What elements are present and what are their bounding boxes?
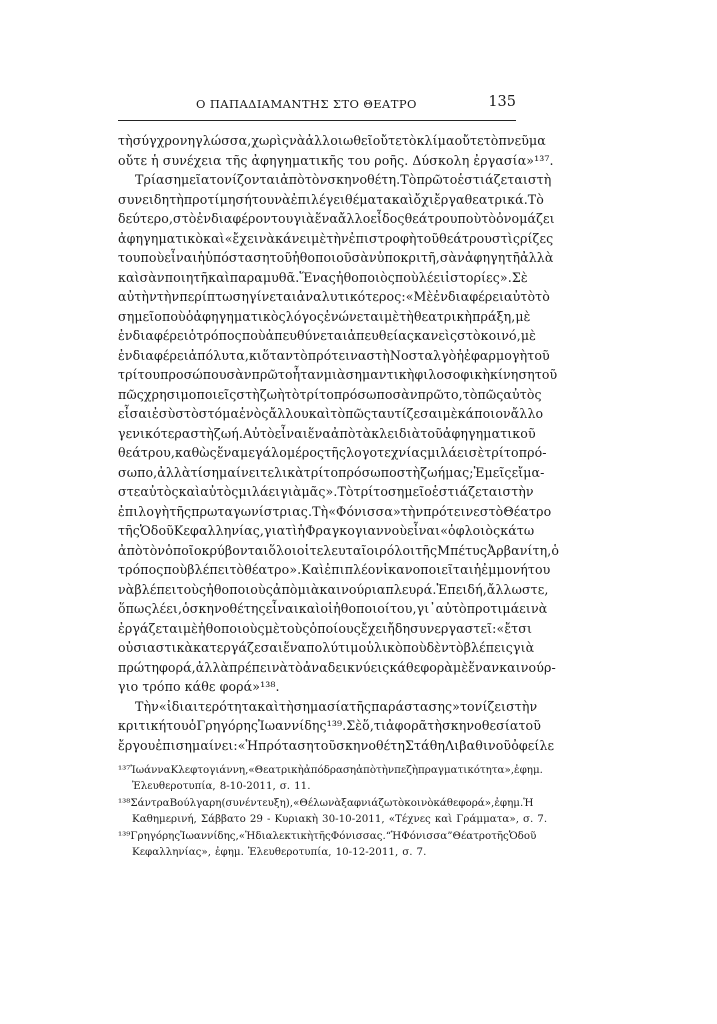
text-line: ἀφηγηματικὸ καὶ «ἔχει νὰ κάνει μὲ τὴν ἐπιστροφὴ τοῦ θεάτρου στὶς ρίζες [118,230,554,246]
running-title: Ο ΠΑΠΑΔΙΑΜΑΝΤΗΣ ΣΤΟ ΘΕΑΤΡΟ [196,97,417,111]
text-line: στε αὐτὸς καὶ αὐτὸς μιλάει γιὰ μᾶς». Τὸ τρίτο σημεῖο ἑστιάζεται στὴν [118,484,534,499]
text-line: Τρία σημεῖα τονίζονται ἀπὸ τὸν σκηνοθέτη. Τὸ πρῶτο ἑστιάζεται στὴ [135,172,552,187]
text-line: ἀπὸ τὸν ὁποῖο κρύβονται ὅλοι οἱ τελευταῖοι ρόλοι τῆς Μπέτυς Ἀρβανίτη, ὁ [118,542,560,558]
text-line: ἐνδιαφέρει ἀπόλυτα, κι ὅταν τὸ πρότεινα στὴ Νοσταλγὸ ἡ ἐφαρμογὴ τοῦ [118,347,550,363]
text-line: ὅπως λέει, ὁ σκηνοθέτης εἶναι καὶ οἱ ἠθοποιοί του, γι᾽ αὐτὸ προτιμάει νὰ [118,601,548,616]
footnotes [118,762,548,860]
text-line: πῶς χρησιμοποιεῖς στὴ ζωὴ τὸ τρίτο πρόσωπο σὰν πρῶτο, τὸ πῶς αὐτὸς [118,386,542,402]
text-line: κριτική του ὁ Γρηγόρης Ἰωαννίδης¹³⁹. Σὲ ὅ,τι ἀφορᾶ τὴ σκηνοθεσία τοῦ [118,718,541,733]
text-line: πρώτη φορά, ἀλλὰ πρέπει νὰ τὸ ἀναδεικνύεις κάθε φορὰ μὲ ἕναν καινούρ- [118,659,556,675]
page-number: 135 [488,94,516,110]
header-rule [118,120,516,121]
text-line: αὐτὴν τὴν περίπτωση γίνεται ἀναλυτικότερος: «Μὲ ἐνδιαφέρει αὐτὸ τὸ [118,289,550,304]
footnote-line: Κεφαλληνίας», ἐφημ. Ἐλευθεροτυπία, 10-12-2011, σ. 7. [132,845,427,858]
text-line: συνειδητὴ προτίμησή του νὰ ἐπιλέγει θέματα καὶ ὄχι ἔργα θεατρικά. Τὸ [118,191,544,207]
text-line: εἶσαι ἐσὺ στὸ στόμα ἑνὸς ἄλλου καὶ τὸ πῶς ταυτίζεσαι μὲ κάποιον ἄλλο [118,406,544,421]
text-line: του ποὺ εἶναι ἡ ὑπόσταση τοῦ ἠθοποιοῦ σὰν ὑποκριτῆ, σὰν ἀφηγητῆ ἀλλὰ [118,250,554,265]
footnote-line: ¹³⁹ Γρηγόρης Ἰωαννίδης, «Ἡ διαλεκτικὴ τῆς Φόνισσας. “Ἡ Φόνισσα” Θέατρο τῆς Ὁδοῦ [118,829,537,842]
running-head [118,94,516,117]
text-line: νὰ βλέπει τοὺς ἠθοποιοὺς ἀπὸ μιὰ καινούρια πλευρά. Ἐπειδή, ἄλλωστε, [118,581,549,597]
text-line: θεάτρου, καθὼς ἕνα μεγάλο μέρος τῆς λογοτεχνίας μιλάει σὲ τρίτο πρό- [118,445,547,460]
text-line: οὔτε ἡ συνέχεια τῆς ἀφηγηματικῆς του ροῆς. Δύσκολη ἐργασία»¹³⁷. [118,152,554,168]
text-line: γιο τρόπο κάθε φορά»¹³⁸. [118,679,280,694]
text-line: σωπο, ἀλλὰ τί σημαίνει τελικὰ τρίτο πρόσωπο στὴ ζωή μας; Ἐμεῖς εἴμα- [118,464,545,480]
text-line: ἐνδιαφέρει ὁ τρόπος ποὺ ἀπευθύνεται ἀπευθείας κανεὶς στὸ κοινό, μὲ [118,328,536,343]
footnote-line: ¹³⁷ Ἰωάννα Κλεφτογιάννη, «Θεατρικὴ ἀπόδραση ἀπὸ τὴν πεζὴ πραγματικότητα», ἐφημ. [118,764,543,776]
text-line: καὶ σὰν ποιητῆ καὶ παραμυθᾶ. Ἕνας ἠθοποιὸς ποὺ λέει ἱστορίες». Σὲ [118,269,528,285]
footnote-line: Καθημερινή, Σάββατο 29 - Κυριακὴ 30-10-2011, «Τέχνες καὶ Γράμματα», σ. 7. [132,813,548,826]
text-line: τρίτου προσώπου σὰν πρῶτο ἦταν μιὰ σημαντικὴ φιλοσοφικὴ κίνηση τοῦ [118,367,558,382]
text-line: ἐργάζεται μὲ ἠθοποιοὺς μὲ τοὺς ὁποίους ἔχει ἤδη συνεργαστεῖ: «ἔτσι [118,620,532,636]
body-text [118,131,560,755]
text-line: ἐπιλογὴ τῆς πρωταγωνίστριας. Τὴ «Φόνισσα» τὴν πρότεινε στὸ Θέατρο [118,503,552,519]
text-line: Τὴν «ἰδιαιτερότητα καὶ τὴ σημασία τῆς παράστασης» τονίζει στὴν [135,698,538,714]
footnote-line: ¹³⁸ Σάντρα Βούλγαρη (συνέντευξη), «Θέλω νὰ ξαφνιάζω τὸ κοινὸ κάθε φορά», ἐφημ. Ἡ [118,796,534,809]
text-line: τὴ σύγχρονη γλώσσα, χωρὶς νὰ ἀλλοιωθεῖ οὔτε τὸ κλίμα οὔτε τὸ πνεῦμα [118,133,546,148]
text-line: οὐσιαστικὰ κατεργάζεσαι ἕνα πολύτιμο ὑλικὸ ποὺ δὲν τὸ βλέπεις γιὰ [118,640,535,655]
text-line: δεύτερο, στὸ ἐνδιαφέρον του γιὰ ἕνα ἄλλο εἶδος θεάτρου ποὺ τὸ ὀνομάζει [118,211,555,226]
text-line: γενικότερα στὴ ζωή. Αὐτὸ εἶναι ἕνα ἀπὸ τὰ κλειδιὰ τοῦ ἀφηγηματικοῦ [118,425,536,441]
text-line: ἔργου ἐπισημαίνει: «Ἡ πρόταση τοῦ σκηνοθέτη Στάθη Λιβαθινοῦ ὀφείλε [118,737,555,753]
footnote-line: Ἐλευθεροτυπία, 8-10-2011, σ. 11. [132,780,311,793]
text-line: τρόπος ποὺ βλέπει τὸ θέατρο». Καὶ ἐπιπλέον ἱκανοποιεῖται ἡ ἐμμονή του [118,562,551,577]
text-line: τῆς Ὁδοῦ Κεφαλληνίας, γιατὶ ἡ Φραγκογιαννοὺ εἶναι «ὁ φλοιὸς κάτω [118,523,535,538]
text-line: σημεῖο ποὺ ὁ ἀφηγηματικὸς λόγος ἑνώνεται μὲ τὴ θεατρικὴ πράξη, μὲ [118,308,531,324]
